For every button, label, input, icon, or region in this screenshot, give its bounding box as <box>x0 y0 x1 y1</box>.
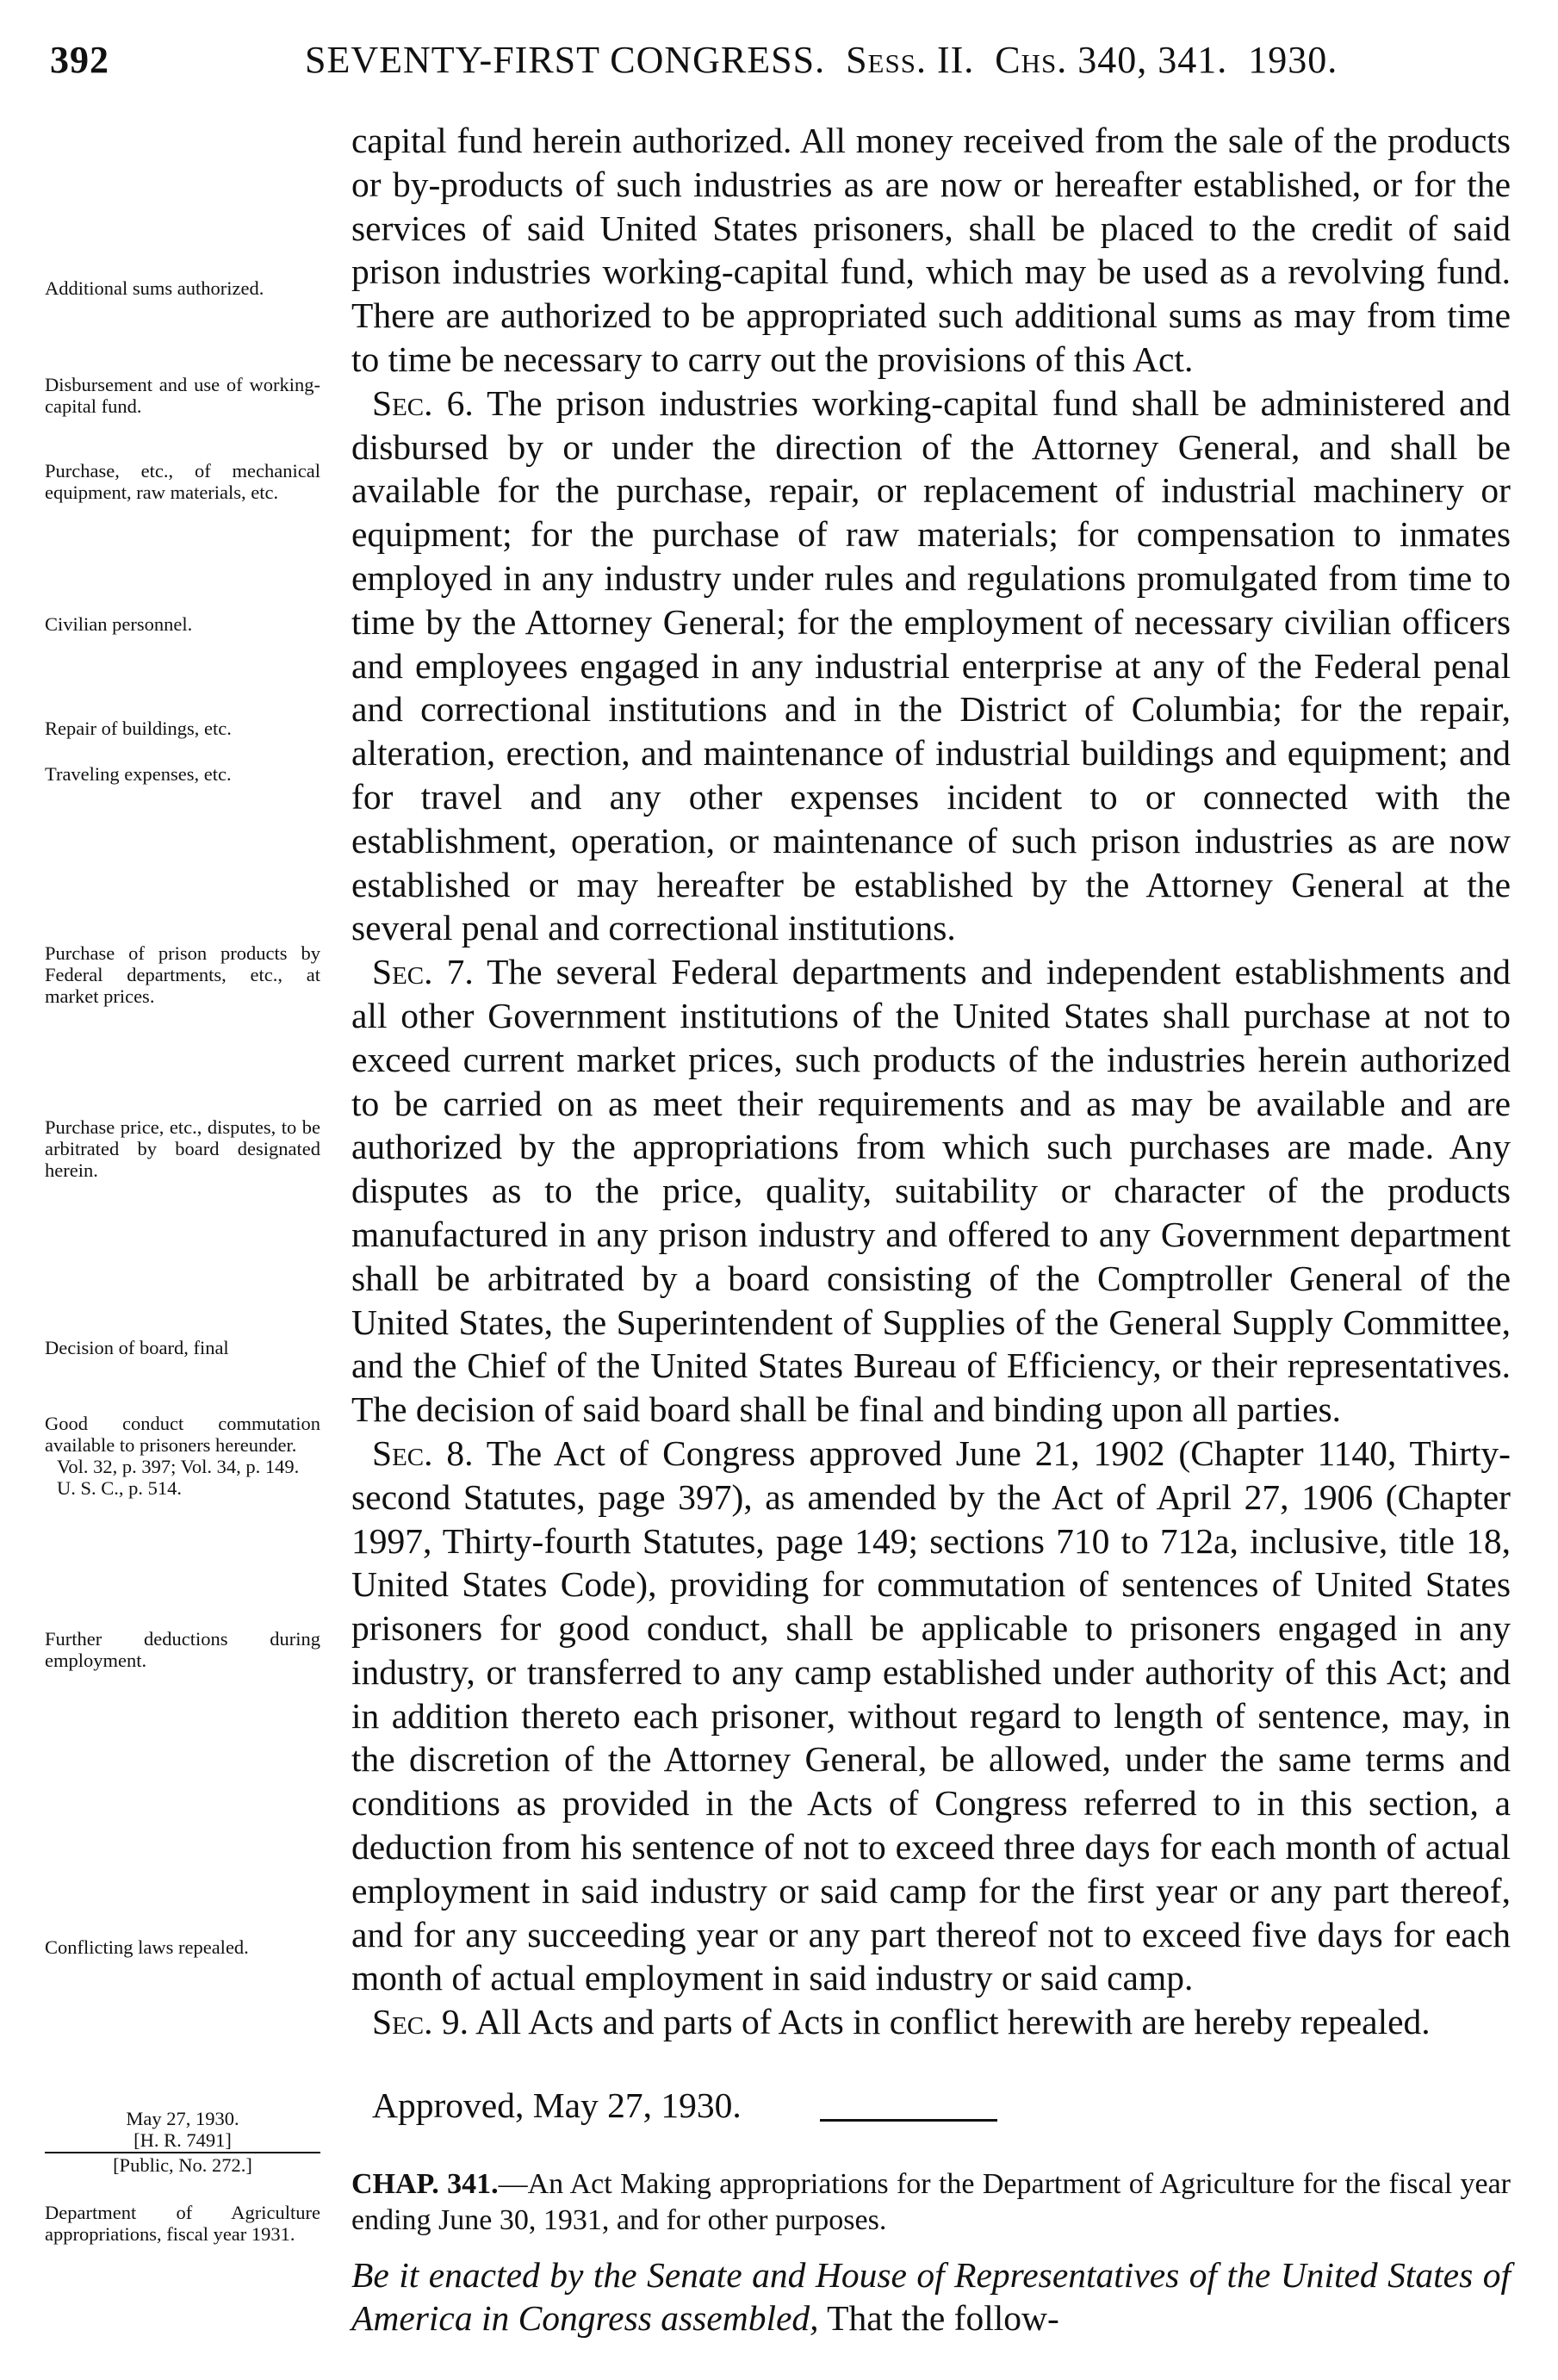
chapter-heading <box>351 2166 1511 2239</box>
running-title: SEVENTY-FIRST CONGRESS. Sess. II. Chs. 340, 341. 1930. <box>305 39 1338 81</box>
section-7: Sec. 7. The several Federal departments and independent establishments and all other Government institutions of the United States shall purchase at not to exceed current market prices, such products of the industries herein authorized to be carried on as meet their requirements and as may be available and are authorized by the appropriations from which such purchases are made. Any disputes as to the price, quality, suitability or character of the products manufactured in any prison industry and offered to any Government department shall be arbitrated by a board consisting of the Comptroller General of the United States, the Superintendent of Supplies of the General Supply Committee, and the Chief of the United States Bureau of Efficiency, or their representatives. The decision of said board shall be final and binding upon all parties. <box>351 952 1511 1430</box>
statute-reference: U. S. C., p. 514. <box>57 1477 183 1499</box>
statute-reference: Vol. 32, p. 397; Vol. 34, p. 149. <box>57 1456 300 1477</box>
enacting-clause: Be it enacted by the Senate and House of Representatives of the United States of America in Congress assembled, That the follow- <box>351 2255 1511 2338</box>
margin-note: Additional sums authorized. <box>45 277 264 299</box>
paragraph: capital fund herein authorized. All money received from the sale of the products or by-products of such industries as are now or hereafter established, or for the services of said United States prisoners, shall be placed to the credit of said prison industries working-capital fund, which may be used as a revolving fund. There are authorized to be appropriated such additional sums as may from time to time be necessary to carry out the provisions of this Act. <box>351 121 1511 379</box>
margin-note: Civilian personnel. <box>45 613 193 635</box>
bill-divider <box>45 2152 320 2153</box>
margin-note-commutation: Good conduct commutation available to prisoners hereunder. Vol. 32, p. 397; Vol. 34, p. 149. U. S. C., p. 514. <box>45 1413 320 1499</box>
margin-note: Disbursement and use of working-capital fund. <box>45 374 320 417</box>
margin-note: Purchase price, etc., disputes, to be arbitrated by board designated herein. <box>45 1116 320 1181</box>
margin-note: Decision of board, final <box>45 1337 229 1358</box>
margin-note: Purchase of prison products by Federal departments, etc., at market prices. <box>45 942 320 1007</box>
bill-date: May 27, 1930. <box>126 2108 239 2129</box>
section-9: Sec. 9. All Acts and parts of Acts in conflict herewith are hereby repealed. <box>372 2002 1431 2042</box>
bill-info <box>45 2108 320 2245</box>
margin-notes <box>45 0 331 2380</box>
chapter-title: —An Act Making appropriations for the Department of Agriculture for the fiscal year ending June 30, 1931, and for other purposes. <box>351 2168 1511 2236</box>
public-law-number: [Public, No. 272.] <box>113 2154 252 2176</box>
margin-note: Purchase, etc., of mechanical equipment, raw materials, etc. <box>45 460 320 503</box>
section-divider <box>820 2119 997 2122</box>
margin-note: Conflicting laws repealed. <box>45 1936 249 1958</box>
body-text <box>351 119 1511 2128</box>
bill-hr-number: [H. R. 7491] <box>133 2129 232 2151</box>
section-label: Sec. 7. <box>372 952 474 992</box>
section-label: Sec. 6. <box>372 382 474 423</box>
margin-note: Further deductions during employment. <box>45 1628 320 1671</box>
margin-note: Department of Agriculture appropriations, fiscal year 1931. <box>45 2202 320 2245</box>
margin-note: Repair of buildings, etc. <box>45 718 232 739</box>
section-label: Sec. 9. <box>372 2002 469 2042</box>
margin-note: Traveling expenses, etc. <box>45 763 232 785</box>
section-8: Sec. 8. The Act of Congress approved June 21, 1902 (Chapter 1140, Thirty-second Statutes, page 397), as amended by the Act of April 27, 1906 (Chapter 1997, Thirty-fourth Statutes, page 149; sections 710 to 712a, inclusive, title 18, United States Code), providing for commutation of sentences of United States prisoners for good conduct, shall be applicable to prisoners engaged in any industry, or transferred to any camp established under authority of this Act; and in addition thereto each prisoner, without regard to length of sentence, may, in the discretion of the Attorney General, be allowed, under the same terms and conditions as provided in the Acts of Congress referred to in this section, a deduction from his sentence of not to exceed three days for each month of actual employment in said industry or said camp for the first year or any part thereof, and for any succeeding year or any part thereof not to exceed five days for each month of actual employment in said industry or said camp. <box>351 1432 1511 1998</box>
section-label: Sec. 8. <box>372 1432 474 1473</box>
page-number: 392 <box>50 39 109 81</box>
approved-line: Approved, May 27, 1930. <box>372 2085 742 2126</box>
chapter-label: CHAP. 341. <box>351 2168 499 2200</box>
section-6: Sec. 6. The prison industries working-capital fund shall be administered and disbursed by or under the direction of the Attorney General, and shall be available for the purchase, repair, or replacement of industrial machinery or equipment; for the purchase of raw materials; for compensation to inmates employed in any industry under rules and regulations promulgated from time to time by the Attorney General; for the employment of necessary civilian officers and employees engaged in any industrial enterprise at any of the Federal penal and correctional institutions and in the District of Columbia; for the repair, alteration, erection, and maintenance of industrial buildings and equipment; and for travel and any other expenses incident to or connected with the establishment, operation, or maintenance of such prison industries as are now established or may hereafter be established by the Attorney General at the several penal and correctional institutions. <box>351 382 1511 948</box>
